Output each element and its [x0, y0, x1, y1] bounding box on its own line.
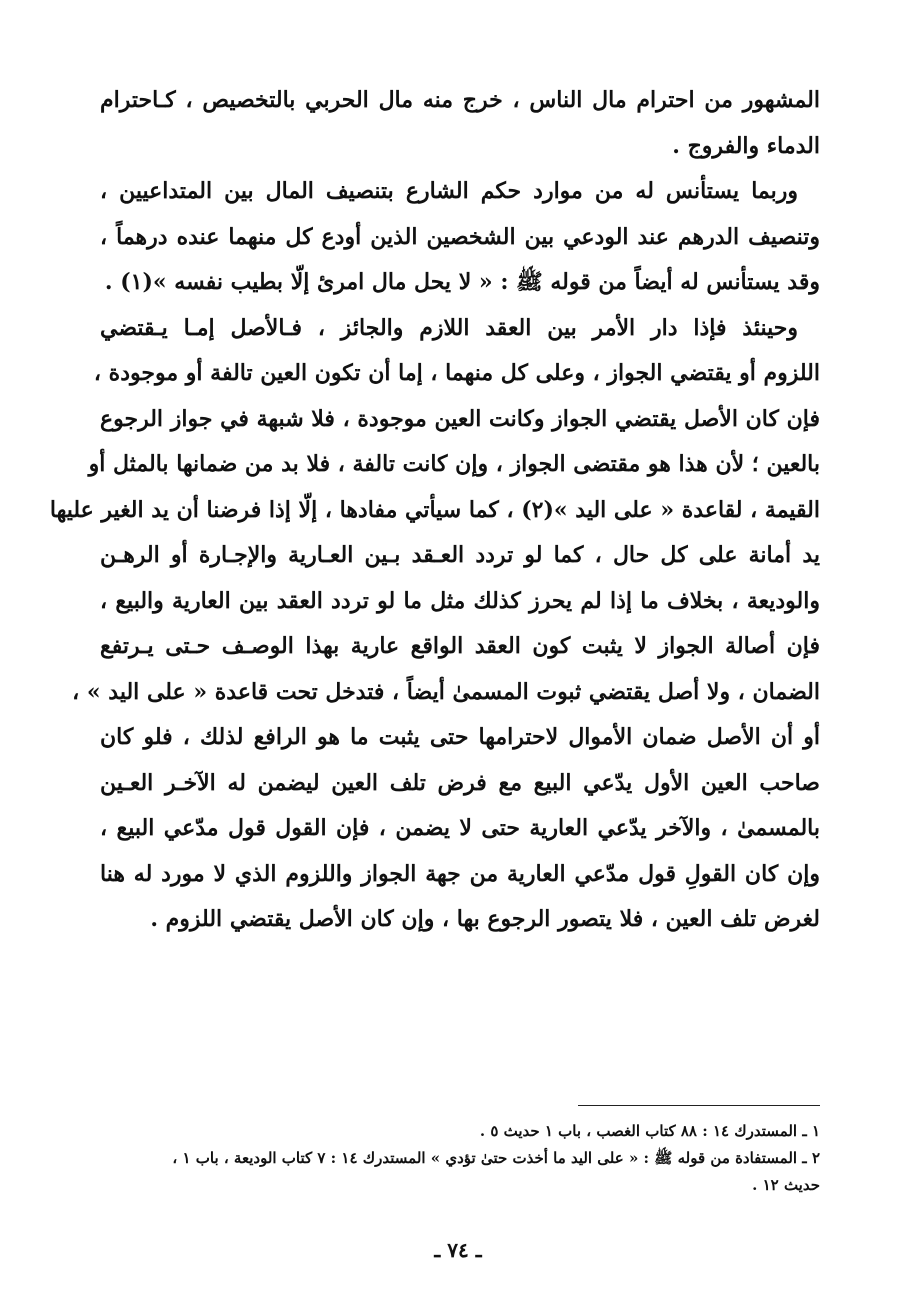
footnote-continuation: حديث ١٢ . — [752, 1176, 820, 1194]
text-line: وقد يستأنس له أيضاً من قوله ﷺ : « لا يحل مال امرئ إلّا بطيب نفسه »(١) . — [104, 269, 820, 295]
text-line: اللزوم أو يقتضي الجواز ، وعلى كل منهما ، إما أن تكون العين تالفة أو موجودة ، — [93, 360, 820, 386]
text-line: والوديعة ، بخلاف ما إذا لم يحرز كذلك مثل ما لو تردد العقد بين العارية والبيع ، — [100, 587, 820, 614]
text-line: وحينئذ فإذا دار الأمر بين العقد اللازم والجائز ، فـالأصل إمـا يـقتضي — [100, 314, 798, 341]
paragraph — [100, 169, 820, 306]
text-line: الدماء والفروج . — [672, 132, 820, 159]
text-line: وتنصيف الدرهم عند الودعي بين الشخصين الذين أودع كل منهما عنده درهماً ، — [100, 223, 820, 250]
footnote-separator — [578, 1105, 820, 1106]
paragraph — [100, 78, 820, 169]
text-line: أو أن الأصل ضمان الأموال لاحترامها حتى يثبت ما هو الرافع لذلك ، فلو كان — [100, 724, 820, 750]
text-line: لغرض تلف العين ، فلا يتصور الرجوع بها ، وإن كان الأصل يقتضي اللزوم . — [150, 906, 820, 932]
text-line: فإن كان الأصل يقتضي الجواز وكانت العين موجودة ، فلا شبهة في جواز الرجوع — [100, 405, 820, 432]
page-number: ـ ٧٤ ـ — [434, 1238, 482, 1262]
main-text — [49, 78, 820, 943]
paragraph — [49, 306, 820, 943]
footnote: ٢ ـ المستفادة من قوله ﷺ : « على اليد ما أخذت حتىٰ تؤدي » المستدرك ١٤ : ٧ كتاب الوديعة ، باب ١ ، — [172, 1149, 820, 1167]
text-line: وربما يستأنس له من موارد حكم الشارع بتنصيف المال بين المتداعيين ، — [100, 178, 798, 204]
text-line: الضمان ، ولا أصل يقتضي ثبوت المسمىٰ أيضاً ، فتدخل تحت قاعدة « على اليد » ، — [72, 678, 820, 705]
text-line: وإن كان القولِ قول مدّعي العارية من جهة الجواز واللزوم الذي لا مورد له هنا — [100, 860, 820, 887]
text-line: المشهور من احترام مال الناس ، خرج منه مال الحربي بالتخصيص ، كـاحترام — [100, 87, 820, 113]
text-line: القيمة ، لقاعدة « على اليد »(٢) ، كما سيأتي مفادها ، إلّا إذا فرضنا أن يد الغير عليها — [49, 496, 820, 523]
text-line: فإن أصالة الجواز لا يثبت كون العقد الواقع عارية بهذا الوصـف حـتى يـرتفع — [100, 633, 820, 659]
text-line: يد أمانة على كل حال ، كما لو تردد العـقد بـين العـارية والإجـارة أو الرهـن — [100, 542, 820, 568]
text-line: بالمسمىٰ ، والآخر يدّعي العارية حتى لا يضمن ، فإن القول قول مدّعي البيع ، — [100, 815, 820, 841]
footnotes — [100, 1118, 820, 1199]
footnote: ١ ـ المستدرك ١٤ : ٨٨ كتاب الغصب ، باب ١ حديث ٥ . — [479, 1122, 820, 1140]
text-line: صاحب العين الأول يدّعي البيع مع فرض تلف العين ليضمن له الآخـر العـين — [100, 769, 820, 796]
text-line: بالعين ؛ لأن هذا هو مقتضى الجواز ، وإن كانت تالفة ، فلا بد من ضمانها بالمثل أو — [88, 451, 820, 477]
